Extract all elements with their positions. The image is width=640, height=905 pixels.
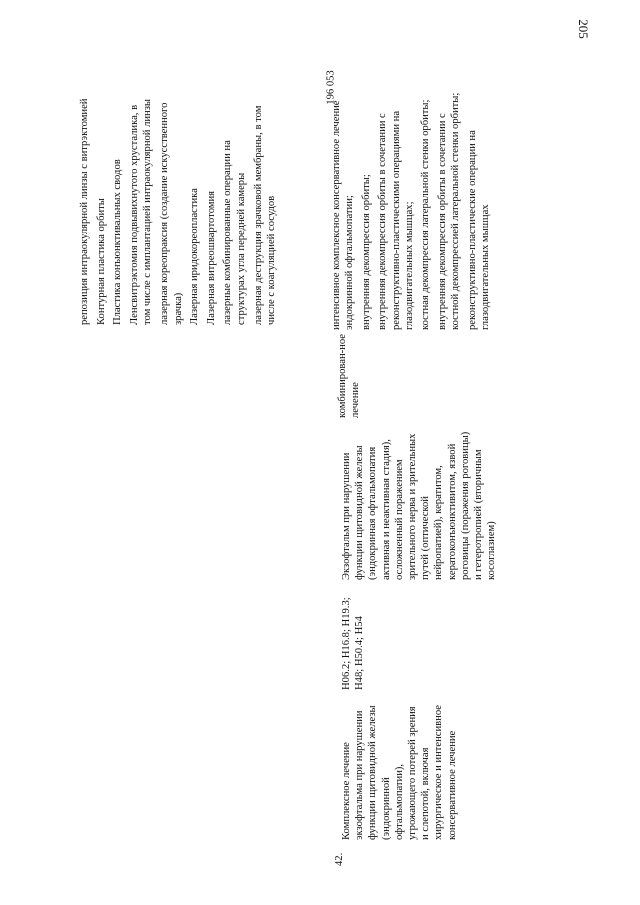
upper-method-item: репозиция интраокулярной линзы с витрэктомией <box>79 98 90 325</box>
upper-methods <box>78 95 308 325</box>
upper-method-item: лазерная кореопраксия (создание искусственного зрачка) <box>158 102 184 325</box>
row-method-item: внутренняя декомпрессия орбиты в сочетании с костной декомпрессией латеральной стенки орбиты; <box>436 92 462 330</box>
row-treatment-type: комбинирован-ное лечение <box>337 334 362 418</box>
upper-method-item: лазерные комбинированные операции на структурах угла передней камеры <box>222 140 247 325</box>
page-number: 205 <box>576 19 591 39</box>
upper-method-item: Лазерная иридокореопластика <box>189 188 201 325</box>
upper-method-item: Пластика конъюнктивальных сводов <box>112 159 124 325</box>
row-number: 42. <box>334 852 345 866</box>
row-method-item: костная декомпрессия латеральной стенки орбиты; <box>420 99 432 330</box>
row-method-item: интенсивное комплексное консервативное лечение эндокринной офтальмопатии; <box>331 100 356 330</box>
row-model: Экзофтальм при нарушении функции щитовидной железы (эндокринная офтальмопатия активная и неактивная стадия), осложненный поражением зрительного нерва и зрительных путей (оптической нейропатией), кератитом, кератоконъюнктивитом, язвой роговицы (поражения роговицы) и гетеротропией (вторичным косоглазием) <box>341 431 498 580</box>
upper-method-item: Ленсвитрэктомия подвывихнутого хрусталика, в том числе с имплантацией интраокулярной линзы <box>128 98 154 325</box>
row-name: Комплексное лечение экзофтальма при нарушении функции щитовидной железы (эндокринной офтальмопатии), угрожающего потерей зрения и слепотой, включая хирургическое и интенсивное консервативное лечение <box>341 705 458 840</box>
row-codes: H06.2; H16.8; H19.3; H48; H50.4; H54 <box>341 597 366 690</box>
upper-method-item: лазерная деструкция зрачковой мембраны, в том числе с коагуляцией сосудов <box>252 105 278 325</box>
row-method-item: реконструктивно-пластические операции на глазодвигательных мышцах <box>466 130 492 330</box>
row-method-item: внутренняя декомпрессия орбиты; <box>360 174 372 330</box>
row-cost: 196 053 <box>325 70 337 105</box>
row-method-item: внутренняя декомпрессия орбиты в сочетании с реконструктивно-пластическими операциями на глазодвигательных мышцах; <box>377 110 416 330</box>
upper-method-item: Лазерная витреошвартотомия <box>205 190 217 325</box>
row-methods <box>330 90 570 330</box>
upper-method-item: Контурная пластика орбиты <box>95 198 107 325</box>
